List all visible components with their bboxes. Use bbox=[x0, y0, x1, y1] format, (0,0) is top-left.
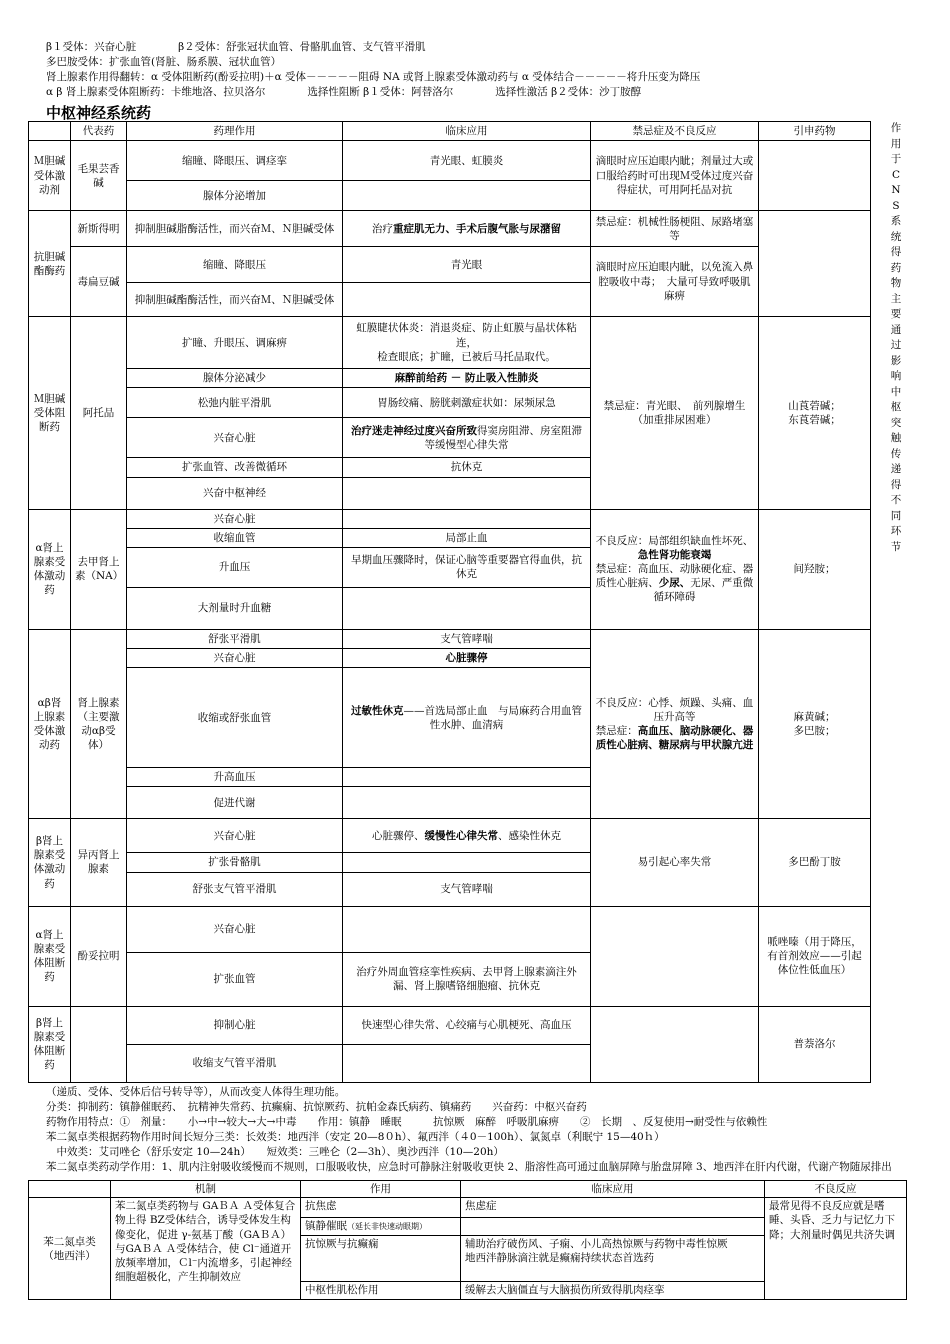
mech-cell: 苯二氮卓类药物与 GAＢＡ Ａ受体复合物上得 BZ受体结合，诱导受体发生构像变化，促进 γ-氨基丁酸（GAＢＡ）与GAＢＡ Ａ受体结合，使 Cl⁻通道开放频率增加，Ｃl⁻内流增多，引起神经细胞超极化，产生抑制效应 bbox=[111, 1198, 301, 1300]
note-line: 中效类：艾司唑仑（舒乐安定 10—24h） 短效类：三唑仑（2—3h）、奥沙西泮（10—20h） bbox=[46, 1146, 504, 1158]
side-char: 传 bbox=[890, 447, 902, 460]
side-char: 中 bbox=[890, 385, 902, 398]
class-cell: β肾上腺素受体激动药 bbox=[29, 819, 71, 906]
class-cell: Ｍ胆碱受体激动剂 bbox=[29, 141, 71, 211]
text: 禁忌症： bbox=[595, 725, 638, 738]
pharm-cell: 兴奋心脏 bbox=[127, 819, 343, 853]
contra-cell: 滴眼时应压迫眼内眦；剂量过大或口服给药时可出现Ｍ受体过度兴奋得症状，可用阿托品对抗 bbox=[591, 141, 759, 211]
table-row bbox=[29, 509, 871, 528]
text: 麻黄碱； bbox=[793, 710, 836, 723]
table-row bbox=[29, 1198, 907, 1218]
header-clinical: 临床应用 bbox=[343, 122, 591, 141]
pharm-cell: 收缩支气管平滑肌 bbox=[127, 1044, 343, 1082]
table-header-row bbox=[29, 1181, 907, 1198]
header-class bbox=[29, 122, 71, 141]
pharm-cell: 抑制胆碱脂酶活性，而兴奋Ｍ、Ｎ胆碱受体 bbox=[127, 211, 343, 247]
side-char: 要 bbox=[890, 308, 902, 320]
pharm-cell: 兴奋心脏 bbox=[127, 906, 343, 952]
note-line: β１受体：兴奋心脏 β２受体：舒张冠状血管、骨骼肌血管、支气管平滑肌 bbox=[46, 41, 426, 53]
side-char: 药 bbox=[890, 261, 902, 274]
contra-cell bbox=[591, 906, 759, 1006]
contra-cell: 易引起心率失常 bbox=[591, 819, 759, 906]
clinical-cell bbox=[343, 369, 591, 388]
pharm-cell: 抑制心脏 bbox=[127, 1006, 343, 1044]
bold-text: 麻醉前给药 － 防止吸入性肺炎 bbox=[394, 372, 539, 385]
lead-cell: 哌唑嗪（用于降压，有首剂效应——引起体位性低血压） bbox=[759, 906, 871, 1006]
clinical-cell bbox=[461, 1218, 765, 1236]
pharm-cell: 抑制胆碱酯酶活性，而兴奋Ｍ、Ｎ胆碱受体 bbox=[127, 283, 343, 317]
side-char: 触 bbox=[890, 432, 902, 444]
side-char: 统 bbox=[890, 230, 902, 243]
note-line: （递质、受体、受体后信号转导等），从而改变人体得生理功能。 bbox=[46, 1086, 346, 1098]
bold-text: 迷走神经过度兴奋所致 bbox=[372, 424, 477, 437]
pharm-cell: 腺体分泌减少 bbox=[127, 369, 343, 388]
clinical-cell: 局部止血 bbox=[343, 528, 591, 547]
action-cell: 抗惊厥与抗癫痫 bbox=[301, 1236, 461, 1282]
clinical-cell bbox=[343, 477, 591, 509]
text: 不良反应：心悸、烦躁、头痛、血压升高等 bbox=[595, 696, 754, 723]
table-row bbox=[29, 317, 871, 369]
class-cell: 抗胆碱酯酶药 bbox=[29, 211, 71, 317]
clinical-cell: 缓解去大脑僵直与大脑损伤所致得肌肉痉挛 bbox=[461, 1282, 765, 1300]
clinical-cell: 焦虑症 bbox=[461, 1198, 765, 1218]
clinical-cell bbox=[343, 418, 591, 458]
clinical-cell bbox=[343, 317, 591, 369]
text: 东莨菪碱； bbox=[788, 413, 841, 426]
bold-text: 少尿、 bbox=[658, 577, 691, 590]
pharm-cell: 扩瞳、升眼压、调麻痹 bbox=[127, 317, 343, 369]
side-char: 不 bbox=[890, 494, 902, 506]
clinical-cell: 青光眼 bbox=[343, 247, 591, 283]
bold-text: 缓慢性心律失常 bbox=[424, 829, 498, 842]
text: 地西泮静脉滴注就是癫痫持续状态首选药 bbox=[465, 1252, 654, 1265]
pharm-cell: 扩张骨骼肌 bbox=[127, 853, 343, 872]
contra-cell: 禁忌症：机械性肠梗阻、尿路堵塞等 bbox=[591, 211, 759, 247]
note-line: 苯二氮卓类根据药物作用时间长短分三类：长效类：地西泮（安定 20—8０h）、氟西泮（４0－100h）、氯氮卓（利眠宁 15—40ｈ） bbox=[46, 1131, 665, 1143]
pharm-cell: 促进代谢 bbox=[127, 787, 343, 819]
pharm-cell: 兴奋心脏 bbox=[127, 509, 343, 528]
lead-cell bbox=[759, 317, 871, 509]
drug-cell: 去甲肾上素（NA） bbox=[71, 509, 127, 629]
clinical-cell bbox=[343, 181, 591, 211]
side-char: 影 bbox=[890, 354, 902, 367]
pharm-cell: 收缩血管 bbox=[127, 528, 343, 547]
action-cell: 中枢性肌松作用 bbox=[301, 1282, 461, 1300]
text: 检查眼底；扩瞳，已被后马托品取代。 bbox=[377, 350, 556, 363]
pharm-cell: 大剂量时升血糖 bbox=[127, 587, 343, 629]
contra-cell: 滴眼时应压迫眼内眦，以免流入鼻腔吸收中毒； 大量可导致呼吸肌麻痹 bbox=[591, 247, 759, 317]
header-adverse: 不良反应 bbox=[765, 1181, 907, 1198]
bold-text: 重症肌无力、手术后腹气胀与尿潴留 bbox=[393, 222, 561, 235]
clinical-cell bbox=[343, 587, 591, 629]
side-char: N bbox=[891, 184, 901, 196]
pharm-cell: 收缩或舒张血管 bbox=[127, 668, 343, 768]
pharm-cell: 腺体分泌增加 bbox=[127, 181, 343, 211]
bold-text: 治疗 bbox=[351, 424, 372, 437]
text: 治疗 bbox=[372, 222, 393, 235]
clinical-cell: 支气管哮喘 bbox=[343, 872, 591, 906]
contra-cell bbox=[591, 509, 759, 629]
header-empty bbox=[29, 1181, 111, 1198]
note-line: 多巴胺受体：扩张血管(肾脏、肠系膜、冠状血管） bbox=[46, 56, 282, 68]
side-char: 得 bbox=[890, 246, 902, 258]
bottom-notes bbox=[46, 1085, 906, 1175]
text: 多巴胺； bbox=[793, 725, 836, 738]
clinical-cell bbox=[343, 819, 591, 853]
drug-cell: 肾上腺素（主要激动αβ受体） bbox=[71, 629, 127, 819]
text: 镇静催眠 bbox=[305, 1220, 347, 1233]
table-row bbox=[29, 141, 871, 181]
side-char: C bbox=[891, 168, 901, 181]
text: 得窦房阻滞、房室阻滞等缓慢型心律失常 bbox=[424, 424, 582, 451]
side-char: 通 bbox=[890, 323, 902, 336]
clinical-cell: 抗休克 bbox=[343, 458, 591, 477]
side-char: 物 bbox=[890, 277, 902, 289]
class-cell: α肾上腺素受体激动药 bbox=[29, 509, 71, 629]
clinical-cell: 支气管哮喘 bbox=[343, 629, 591, 648]
pharm-cell: 兴奋心脏 bbox=[127, 649, 343, 668]
contra-cell bbox=[591, 629, 759, 819]
clinical-cell: 青光眼、虹膜炎 bbox=[343, 141, 591, 181]
text: 、感染性休克 bbox=[498, 829, 561, 842]
header-action: 作用 bbox=[301, 1181, 461, 1198]
side-char: 枢 bbox=[890, 401, 902, 413]
pharm-cell: 舒张支气管平滑肌 bbox=[127, 872, 343, 906]
side-char: 过 bbox=[890, 339, 902, 351]
class-cell: α肾上腺素受体阻断药 bbox=[29, 906, 71, 1006]
pharm-cell: 升血压 bbox=[127, 547, 343, 587]
clinical-cell bbox=[343, 768, 591, 787]
header-contra: 禁忌症及不良反应 bbox=[591, 122, 759, 141]
lead-cell: 普萘洛尔 bbox=[759, 1006, 871, 1082]
lead-cell bbox=[759, 211, 871, 317]
top-notes bbox=[46, 40, 906, 100]
clinical-cell bbox=[343, 906, 591, 952]
table-row bbox=[29, 247, 871, 283]
note-line: 药物作用特点：① 剂量： 小→中→较大→大→中毒 作用：镇静 睡眠 抗惊厥 麻醉 呼吸肌麻痹 ② 长期 、反复使用→耐受性与依赖性 bbox=[46, 1116, 768, 1128]
pharm-cell: 舒张平滑肌 bbox=[127, 629, 343, 648]
text: 心脏骤停、 bbox=[372, 829, 425, 842]
table-row bbox=[29, 629, 871, 648]
bold-text: 心脏骤停 bbox=[445, 652, 488, 665]
pharm-cell: 缩瞳、降眼压、调痉挛 bbox=[127, 141, 343, 181]
side-char: 递 bbox=[890, 463, 902, 475]
clinical-cell bbox=[343, 1044, 591, 1082]
drug-cell: 新斯得明 bbox=[71, 211, 127, 247]
action-cell: 抗焦虑 bbox=[301, 1198, 461, 1218]
clinical-cell: 胃肠绞痛、膀胱刺激症状如：尿频尿急 bbox=[343, 388, 591, 418]
side-char: 同 bbox=[890, 509, 902, 522]
note-line: 肾上腺素作用得翻转：α 受体阻断药(酚妥拉明)＋α 受体－－－－－阻碍 NA 或肾上腺素受体激动药与 α 受体结合－－－－－将升压变为降压 bbox=[46, 71, 701, 83]
drug-cell bbox=[71, 1006, 127, 1082]
class-cell: Ｍ胆碱受体阻断药 bbox=[29, 317, 71, 509]
text: 虹膜睫状体炎：消退炎症、防止虹膜与晶状体粘连， bbox=[356, 322, 577, 349]
contra-cell: 禁忌症：青光眼、 前列腺增生（加重排尿困难） bbox=[591, 317, 759, 509]
class-cell: αβ肾上腺素受体激动药 bbox=[29, 629, 71, 819]
note-line: α β 肾上腺素受体阻断药：卡维地洛、拉贝洛尔 选择性阻断 β１受体：阿替洛尔 选择性激活 β２受体：沙丁胺醇 bbox=[46, 86, 642, 98]
pharm-cell: 兴奋中枢神经 bbox=[127, 477, 343, 509]
header-drug: 代表药 bbox=[71, 122, 127, 141]
table-row bbox=[29, 1006, 871, 1044]
side-char: 环 bbox=[890, 525, 902, 537]
class-cell: β肾上腺素受体阻断药 bbox=[29, 1006, 71, 1082]
pharm-cell: 松弛内脏平滑肌 bbox=[127, 388, 343, 418]
pharm-cell: 扩张血管 bbox=[127, 952, 343, 1006]
benzodiazepine-table bbox=[28, 1180, 907, 1300]
clinical-cell: 早期血压骤降时，保证心脑等重要器官得血供，抗休克 bbox=[343, 547, 591, 587]
bold-text: 高血压、脑动脉硬化、器质性心脏病、糖尿病与甲状腺亢进 bbox=[595, 725, 754, 752]
contra-cell bbox=[591, 1006, 759, 1082]
action-cell bbox=[301, 1218, 461, 1236]
side-char: 突 bbox=[890, 416, 902, 429]
note-line: 分类：抑制药：镇静催眠药、 抗精神失常药、抗癫痫、抗惊厥药、抗帕金森氏病药、镇痛药 兴奋药：中枢兴奋药 bbox=[46, 1101, 587, 1113]
side-char: 作 bbox=[890, 122, 902, 134]
note-line: 苯二氮卓类药动学作用：1、肌内注射吸收缓慢而不规则，口服吸收快，应急时可静脉注射吸收更快 2、脂溶性高可通过血脑屏障与胎盘屏障 3、地西泮在肝内代谢，代谢产物随尿排出 bbox=[46, 1161, 892, 1173]
side-char: S bbox=[892, 199, 900, 212]
side-char: 系 bbox=[890, 215, 902, 227]
text: 不良反应：局部组织缺血性坏死、 bbox=[595, 534, 754, 547]
clinical-cell bbox=[343, 787, 591, 819]
clinical-cell bbox=[461, 1236, 765, 1282]
drug-cell: 苯二氮卓类（地西泮） bbox=[29, 1198, 111, 1300]
lead-cell: 多巴酚丁胺 bbox=[759, 819, 871, 906]
drug-cell: 酚妥拉明 bbox=[71, 906, 127, 1006]
clinical-cell: 快速型心律失常、心绞痛与心肌梗死、高血压 bbox=[343, 1006, 591, 1044]
lead-cell: 间羟胺； bbox=[759, 509, 871, 629]
side-char: 于 bbox=[890, 153, 902, 165]
table-row bbox=[29, 819, 871, 853]
header-mech: 机制 bbox=[111, 1181, 301, 1198]
side-char: 得 bbox=[890, 478, 902, 491]
header-clinical: 临床应用 bbox=[461, 1181, 765, 1198]
side-note bbox=[883, 121, 909, 555]
side-char: 主 bbox=[890, 292, 902, 305]
section-title: 中枢神经系统药 bbox=[46, 104, 152, 122]
lead-cell bbox=[759, 141, 871, 211]
table-row bbox=[29, 906, 871, 952]
table-row bbox=[29, 211, 871, 247]
bold-text: 过敏性休克 bbox=[351, 704, 404, 717]
pharm-cell: 扩张血管、改善微循环 bbox=[127, 458, 343, 477]
clinical-cell: 治疗外周血管痉挛性疾病、去甲肾上腺素滴注外漏、肾上腺嗜铬细胞瘤、抗休克 bbox=[343, 952, 591, 1006]
drug-cell: 阿托品 bbox=[71, 317, 127, 509]
clinical-cell bbox=[343, 211, 591, 247]
text: 山莨菪碱； bbox=[788, 399, 841, 412]
drug-cell: 毒扁豆碱 bbox=[71, 247, 127, 317]
bold-text: 急性肾功能衰竭 bbox=[637, 548, 712, 561]
pharm-cell: 兴奋心脏 bbox=[127, 418, 343, 458]
pharm-cell: 缩瞳、降眼压 bbox=[127, 247, 343, 283]
drug-cell: 毛果芸香碱 bbox=[71, 141, 127, 211]
side-char: 响 bbox=[890, 370, 902, 382]
clinical-cell bbox=[343, 853, 591, 872]
adverse-cell: 最常见得不良反应就是嗜睡、头昏、乏力与记忆力下降；大剂量时偶见共济失调 bbox=[765, 1198, 907, 1300]
lead-cell bbox=[759, 629, 871, 819]
text: 辅助治疗破伤风、子痫、小儿高热惊厥与药物中毒性惊厥 bbox=[465, 1238, 728, 1251]
clinical-cell bbox=[343, 509, 591, 528]
text: 禁忌症：高血压、动脉硬化症、器质性心脏病、 bbox=[595, 563, 754, 590]
table-header-row bbox=[29, 122, 871, 141]
side-char: 节 bbox=[890, 540, 902, 553]
header-lead: 引申药物 bbox=[759, 122, 871, 141]
clinical-cell bbox=[343, 668, 591, 768]
text: 无尿、严重微循环障碍 bbox=[653, 577, 754, 604]
small-text: （延长非快速动眼期） bbox=[347, 1222, 427, 1232]
clinical-cell bbox=[343, 283, 591, 317]
text: ——首选局部止血 与局麻药合用血管性水肿、血清病 bbox=[403, 704, 582, 731]
pharm-cell: 升高血压 bbox=[127, 768, 343, 787]
drug-cell: 异丙肾上腺素 bbox=[71, 819, 127, 906]
clinical-cell bbox=[343, 649, 591, 668]
drug-table bbox=[28, 121, 871, 1083]
header-pharm: 药理作用 bbox=[127, 122, 343, 141]
side-char: 用 bbox=[890, 137, 902, 150]
